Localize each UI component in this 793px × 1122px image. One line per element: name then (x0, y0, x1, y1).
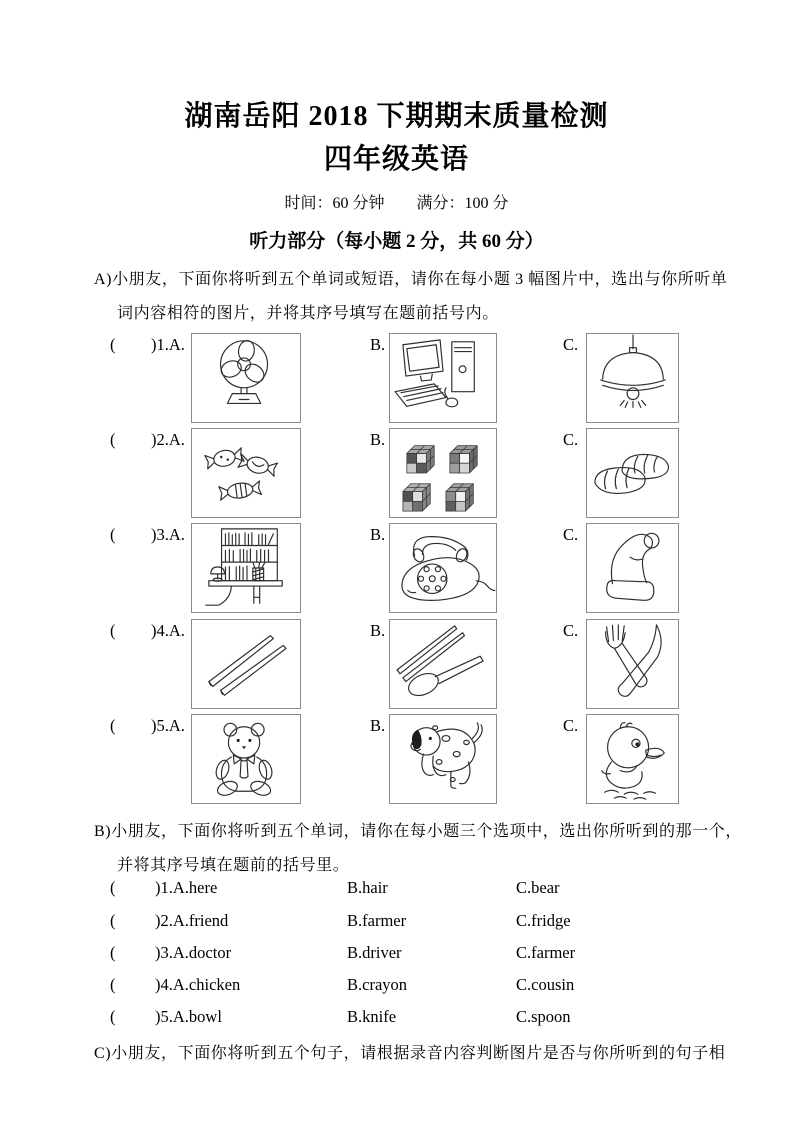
picture-option-c (586, 333, 679, 423)
part-b-instruction-line2: 并将其序号填在题前的括号里。 (117, 857, 350, 874)
option-b-label: B. (370, 335, 386, 354)
question-label: )3.A. (151, 525, 185, 544)
picture-option-b (389, 619, 497, 709)
option-b-text: B.farmer (347, 911, 407, 930)
electric-fan-image (192, 334, 300, 422)
option-c-text: C.cousin (516, 975, 575, 994)
option-b-text: B.hair (347, 878, 388, 897)
picture-option-b (389, 714, 497, 804)
option-b-text: B.crayon (347, 975, 408, 994)
option-c-text: C.fridge (516, 911, 571, 930)
option-b-label: B. (370, 621, 386, 640)
bookshelf-desk-image (192, 524, 300, 612)
answer-bracket: ( (110, 1007, 116, 1026)
teddy-bear-image (192, 715, 300, 803)
question-label: )5.A. (151, 716, 185, 735)
part-a-instruction-line2: 词内容相符的图片，并将其序号填写在题前括号内。 (117, 305, 499, 322)
option-c-text: C.bear (516, 878, 560, 897)
question-label: )1.A. (151, 335, 185, 354)
option-b-label: B. (370, 430, 386, 449)
answer-bracket: ( (110, 335, 116, 354)
option-c-label: C. (563, 525, 579, 544)
option-c-label: C. (563, 335, 579, 354)
rotary-telephone-image (390, 524, 496, 612)
option-a-text: )1.A.here (155, 878, 218, 897)
answer-bracket: ( (110, 716, 116, 735)
answer-bracket: ( (110, 975, 116, 994)
exam-subtitle: 四年级英语 (323, 144, 469, 175)
picture-option-a (191, 333, 301, 423)
option-c-label: C. (563, 430, 579, 449)
option-c-label: C. (563, 716, 579, 735)
part-a-instruction-line1: A)小朋友，下面你将听到五个单词或短语，请你在每小题 3 幅图片中，选出与你所听单 (94, 271, 728, 288)
toy-cubes-image (390, 429, 496, 517)
picture-option-c (586, 523, 679, 613)
picture-option-a (191, 619, 301, 709)
option-b-text: B.driver (347, 943, 402, 962)
spotted-puppy-image (390, 715, 496, 803)
question-label: )2.A. (151, 430, 185, 449)
option-b-text: B.knife (347, 1007, 397, 1026)
picture-option-a (191, 714, 301, 804)
desktop-computer-image (390, 334, 496, 422)
option-c-label: C. (563, 621, 579, 640)
exam-title: 湖南岳阳 2018 下期期末质量检测 (184, 101, 609, 132)
option-a-text: )2.A.friend (155, 911, 229, 930)
chopsticks-and-spoon-image (390, 620, 496, 708)
answer-bracket: ( (110, 878, 116, 897)
answer-bracket: ( (110, 525, 116, 544)
answer-bracket: ( (110, 943, 116, 962)
answer-bracket: ( (110, 911, 116, 930)
wrapped-candies-image (192, 429, 300, 517)
santa-hat-image (587, 524, 678, 612)
picture-option-c (586, 714, 679, 804)
bread-loaves-image (587, 429, 678, 517)
picture-option-c (586, 428, 679, 518)
part-c-instruction-line1: C)小朋友，下面你将听到五个句子，请根据录音内容判断图片是否与你所听到的句子相 (94, 1045, 726, 1062)
picture-option-b (389, 333, 497, 423)
chopsticks-image (192, 620, 300, 708)
option-c-text: C.farmer (516, 943, 576, 962)
part-b-instruction-line1: B)小朋友，下面你将听到五个单词，请你在每小题三个选项中，选出你所听到的那一个， (94, 823, 743, 840)
option-a-text: )4.A.chicken (155, 975, 241, 994)
answer-bracket: ( (110, 621, 116, 640)
fork-and-knife-image (587, 620, 678, 708)
option-b-label: B. (370, 716, 386, 735)
hanging-lamp-image (587, 334, 678, 422)
duckling-image (587, 715, 678, 803)
picture-option-b (389, 428, 497, 518)
exam-meta-time-score: 时间：60 分钟 满分：100 分 (284, 195, 509, 212)
picture-option-c (586, 619, 679, 709)
answer-bracket: ( (110, 430, 116, 449)
option-a-text: )3.A.doctor (155, 943, 232, 962)
question-label: )4.A. (151, 621, 185, 640)
option-a-text: )5.A.bowl (155, 1007, 222, 1026)
picture-option-a (191, 428, 301, 518)
option-c-text: C.spoon (516, 1007, 571, 1026)
picture-option-b (389, 523, 497, 613)
listening-section-heading: 听力部分（每小题 2 分，共 60 分） (249, 231, 544, 252)
option-b-label: B. (370, 525, 386, 544)
picture-option-a (191, 523, 301, 613)
